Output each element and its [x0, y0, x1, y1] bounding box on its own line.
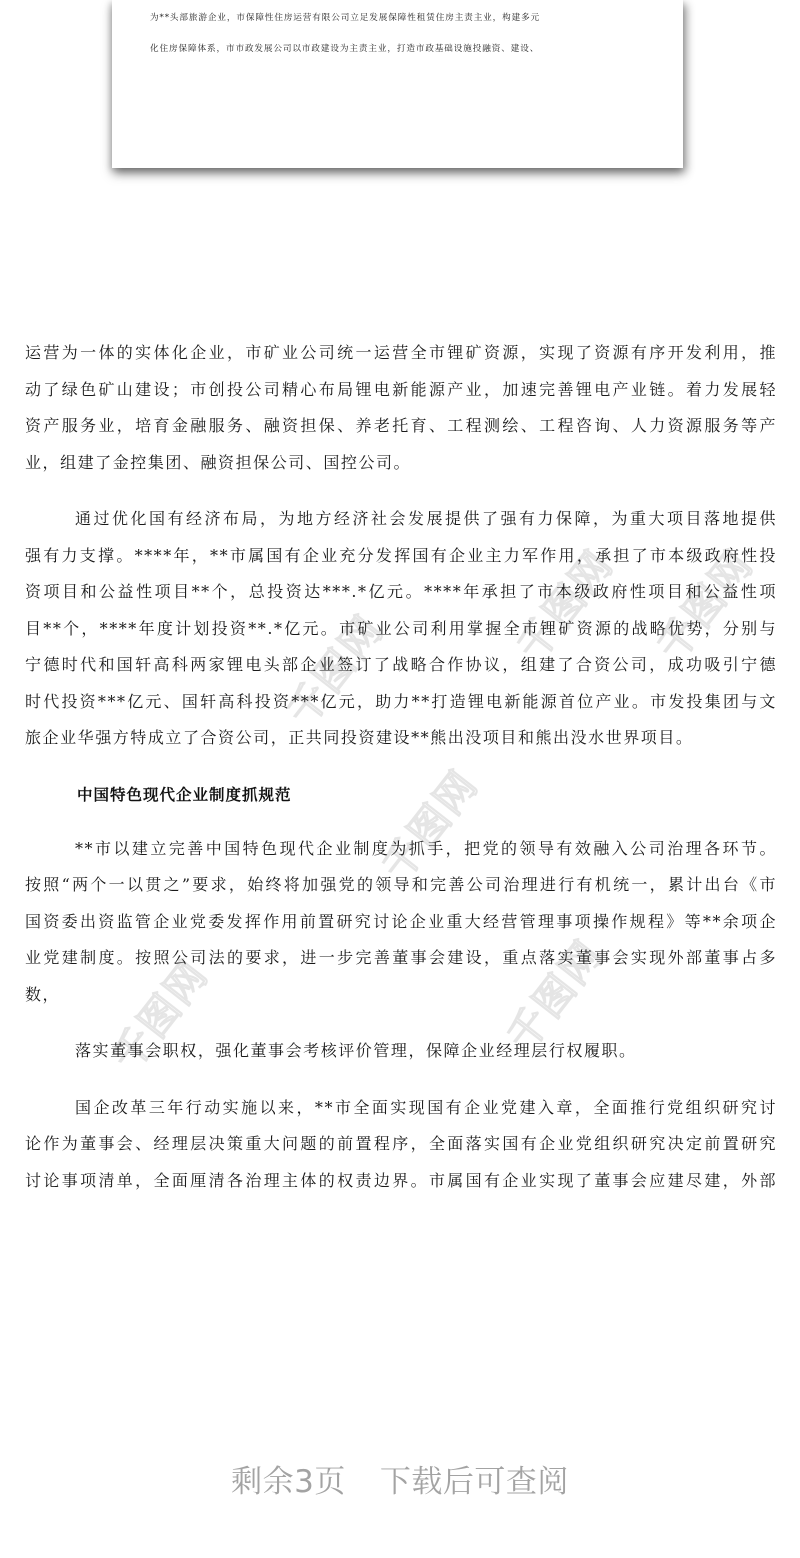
text-line: 宁德时代和国轩高科两家锂电头部企业签订了战略合作协议，组建了合资公司，成功吸引宁德: [25, 655, 777, 674]
text-line: 讨论事项清单，全面厘清各治理主体的权责边界。市属国有企业实现了董事会应建尽建，外部: [25, 1170, 777, 1190]
download-hint-label: 下载后可查阅: [379, 1464, 569, 1500]
remaining-pages-banner[interactable]: [0, 1456, 800, 1501]
watermark-text: 千图网: [648, 541, 763, 670]
paragraph-2: [25, 501, 777, 757]
section-heading: 中国特色现代企业制度抓规范: [77, 784, 292, 804]
text-line: 国企改革三年行动实施以来，**市全面实现国有企业党建入章，全面推行党组织研究讨: [75, 1097, 777, 1117]
text-line: 资产服务业，培育金融服务、融资担保、养老托育、工程测绘、工程咨询、人力资源服务等产: [25, 416, 777, 435]
watermark-text: 千图网: [103, 951, 218, 1080]
text-line: 落实董事会职权，强化董事会考核评价管理，保障企业经理层行权履职。: [75, 1041, 637, 1060]
preview-line: 为**头部旅游企业，市保障性住房运营有限公司立足发展保障性租赁住房主责主业，构建多元: [150, 13, 541, 23]
text-line: 旅企业华强方特成立了合资公司，正共同投资建设**熊出没项目和熊出没水世界项目。: [25, 728, 694, 747]
text-line: 通过优化国有经济布局，为地方经济社会发展提供了强有力保障，为重大项目落地提供: [75, 509, 777, 528]
text-line: **市以建立完善中国特色现代企业制度为抓手，把党的领导有效融入公司治理各环节。: [75, 838, 777, 858]
preview-line: 化住房保障体系，市市政发展公司以市政建设为主责主业，打造市政基础设施投融资、建设、: [150, 44, 540, 54]
paragraph-3: [25, 831, 777, 1014]
text-line: 时代投资***亿元、国轩高科投资***亿元，助力**打造锂电新能源首位产业。市发投集团与文: [25, 691, 777, 711]
text-line: 资项目和公益性项目**个，总投资达***.*亿元。****年承担了市本级政府性项目和公益性项: [25, 582, 777, 601]
text-line: 国资委出资监管企业党委发挥作用前置研究讨论企业重大经营管理事项操作规程》等**余项企: [25, 911, 777, 931]
text-line: 强有力支撑。****年，**市属国有企业充分发挥国有企业主力军作用，承担了市本级政府性投: [25, 545, 777, 565]
watermark-text: 千图网: [373, 761, 488, 890]
watermark-text: 千图网: [508, 541, 623, 670]
text-line: 运营为一体的实体化企业，市矿业公司统一运营全市锂矿资源，实现了资源有序开发利用，推: [25, 343, 777, 362]
text-line: 目**个，****年度计划投资**.*亿元。市矿业公司利用掌握全市锂矿资源的战略优势，分别与: [25, 618, 777, 638]
watermark-text: 千图网: [278, 606, 393, 735]
text-line: 业党建制度。按照公司法的要求，进一步完善董事会建设，重点落实董事会实现外部董事占多: [25, 948, 777, 967]
watermark-text: 千图网: [498, 931, 613, 1060]
text-line: 动了绿色矿山建设；市创投公司精心布局锂电新能源产业，加速完善锂电产业链。着力发展轻: [25, 379, 777, 399]
remaining-pages-label: 剩余3页: [231, 1464, 346, 1500]
previous-page-preview: [112, 0, 683, 168]
text-line: 数，: [25, 984, 61, 1004]
text-line: 按照“两个一以贯之”要求，始终将加强党的领导和完善公司治理进行有机统一，累计出台《市: [25, 875, 777, 894]
text-line: 业，组建了金控集团、融资担保公司、国控公司。: [25, 452, 412, 472]
paragraph-5: [25, 1090, 777, 1200]
document-body: [25, 335, 777, 1199]
text-line: 论作为董事会、经理层决策重大问题的前置程序，全面落实国有企业党组织研究决定前置研究: [25, 1134, 777, 1153]
paragraph-1: [25, 335, 777, 481]
paragraph-4: [25, 1033, 777, 1070]
